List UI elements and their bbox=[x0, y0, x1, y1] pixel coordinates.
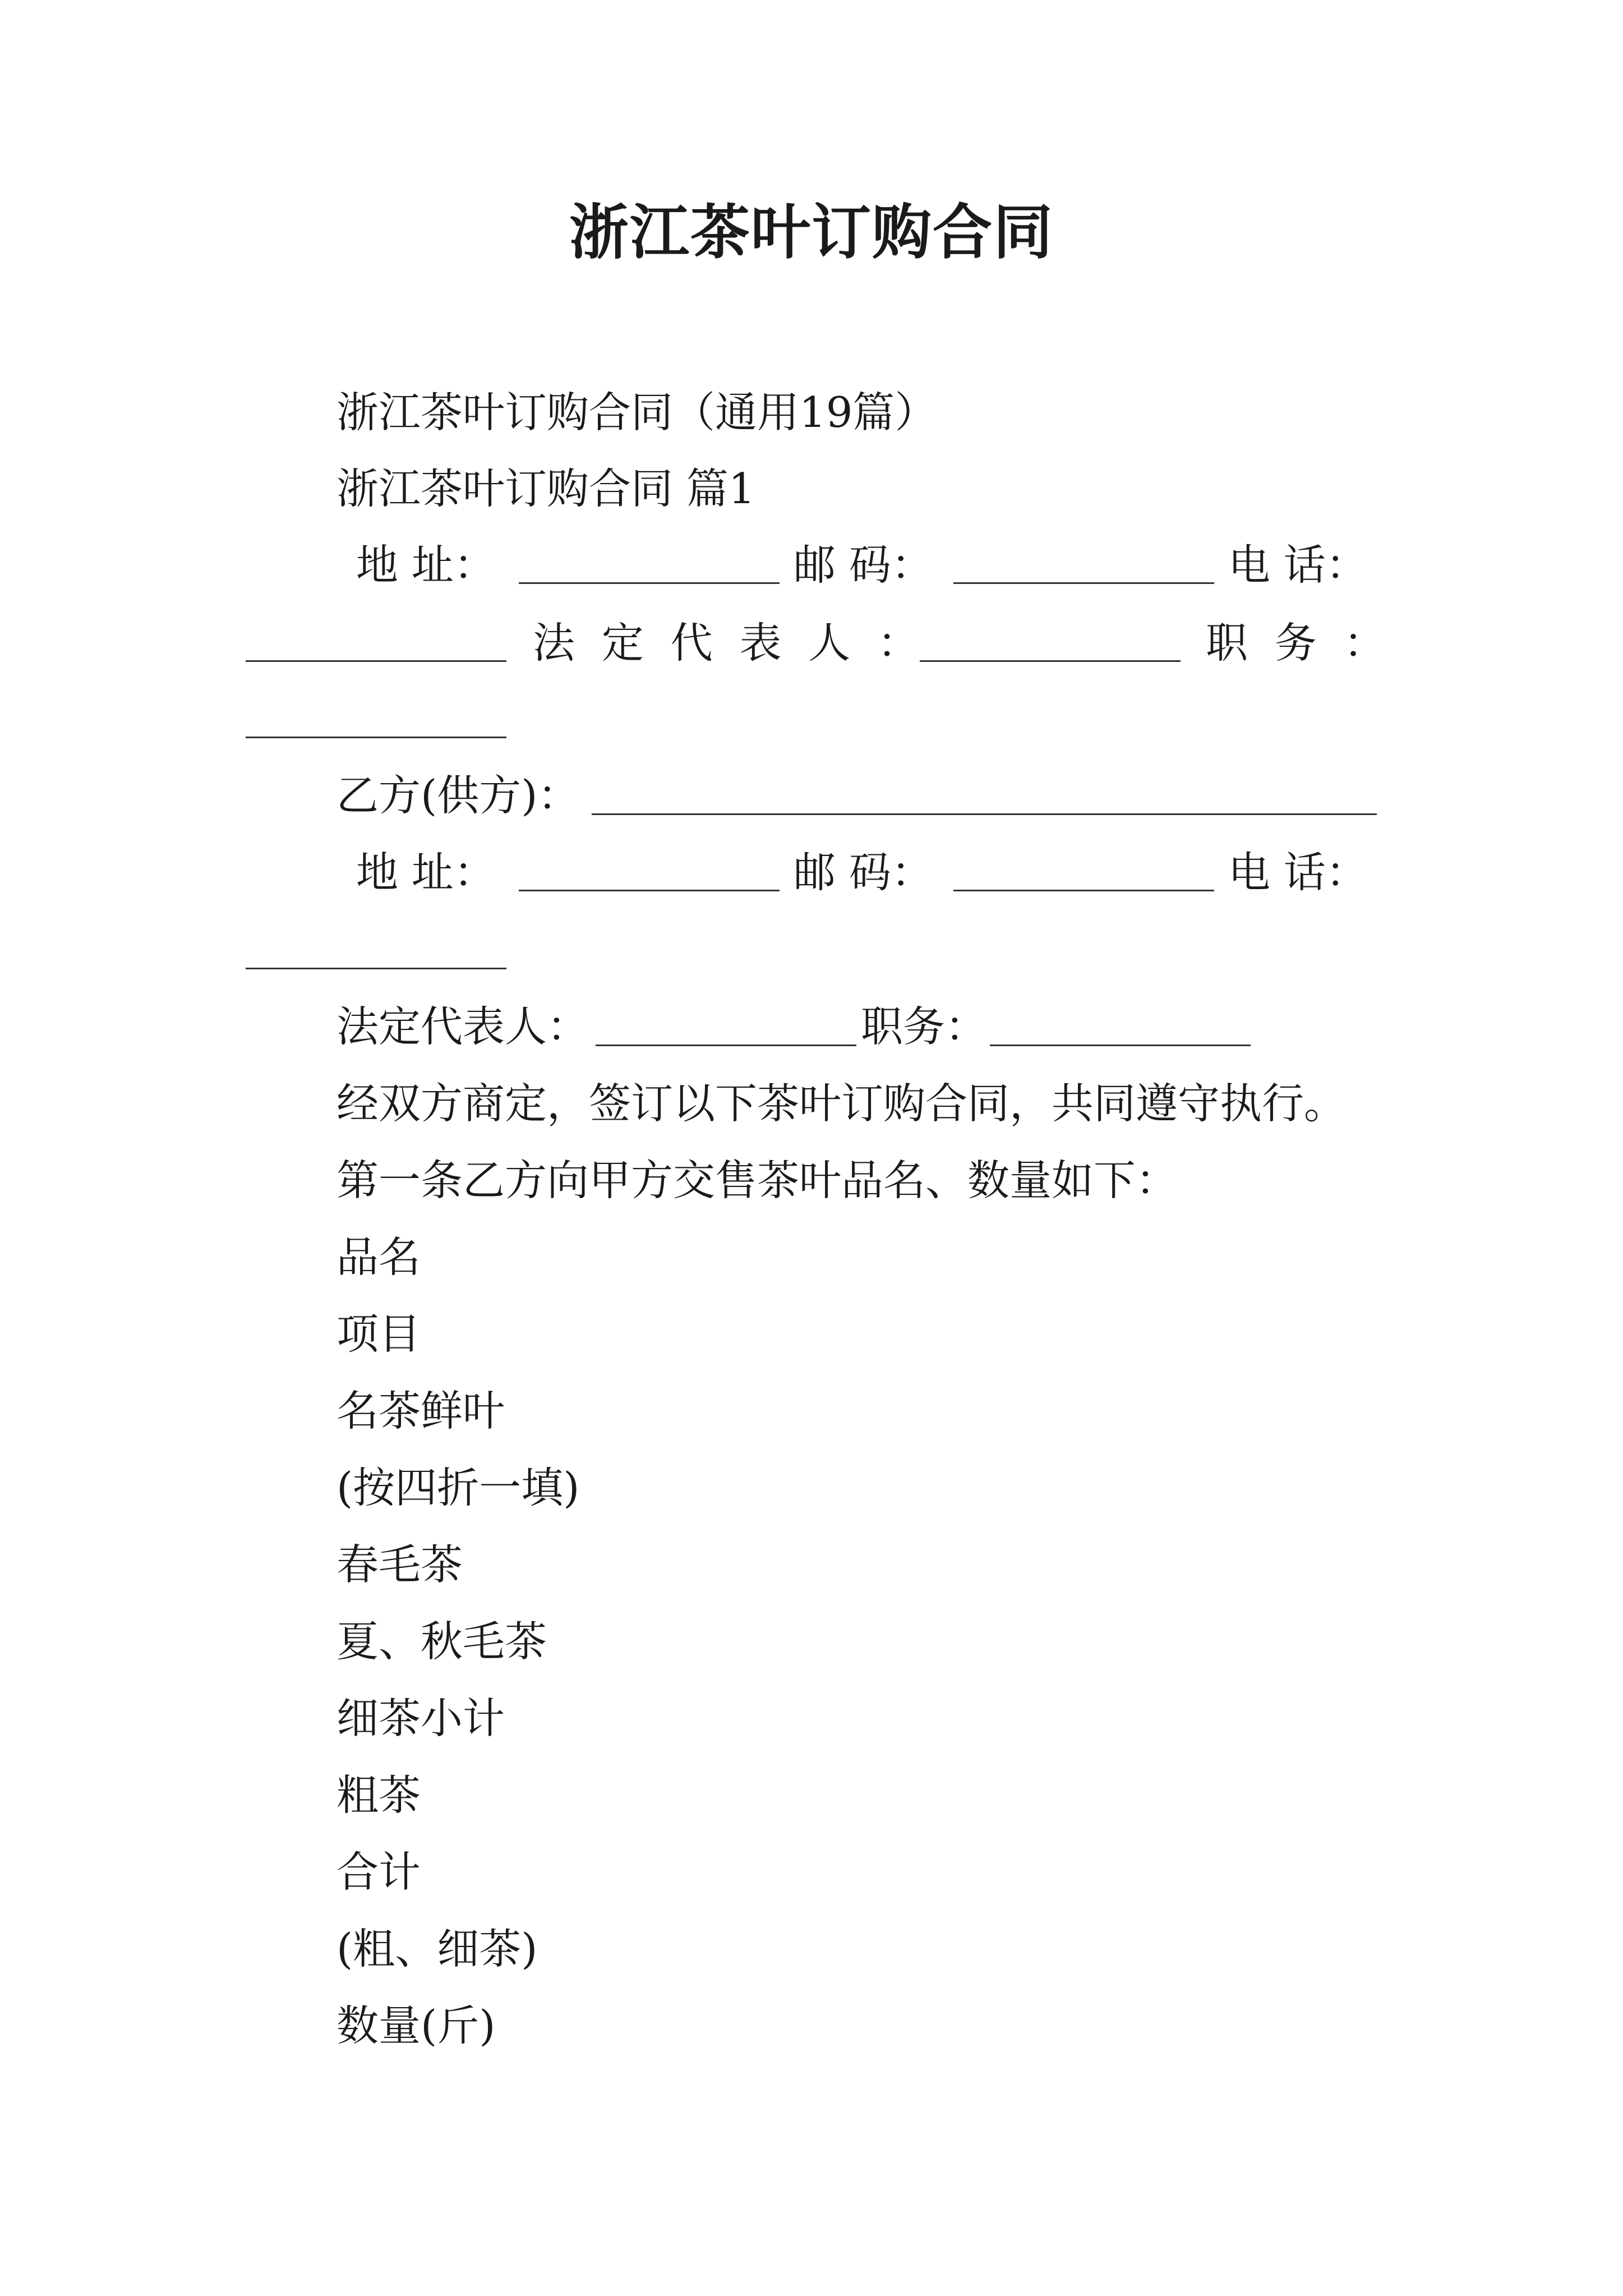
list-item: 合计 bbox=[336, 1847, 421, 1897]
document-title: 浙江茶叶订购合同 bbox=[569, 197, 1054, 267]
party-b-phone-label: 电 话： bbox=[1228, 848, 1368, 897]
party-b-position-blank[interactable] bbox=[990, 1045, 1251, 1046]
list-item: (按四折一填) bbox=[336, 1463, 580, 1512]
party-b-address-blank[interactable] bbox=[519, 890, 780, 891]
list-item: 春毛茶 bbox=[336, 1540, 463, 1589]
party-b-phone-blank[interactable] bbox=[246, 968, 506, 969]
party-b-name-blank[interactable] bbox=[592, 813, 1377, 815]
list-item: 细茶小计 bbox=[336, 1694, 505, 1743]
list-item: 品名 bbox=[336, 1232, 421, 1282]
party-a-legal-rep-label: 法 定 代 表 人 ： bbox=[533, 618, 926, 668]
list-item: 夏、秋毛茶 bbox=[336, 1617, 547, 1666]
party-b-position-label: 职务： bbox=[861, 1002, 988, 1051]
party-b-legal-rep-blank[interactable] bbox=[596, 1045, 856, 1046]
party-a-position-label: 职 务 ： bbox=[1206, 618, 1393, 668]
party-b-legal-rep-label: 法定代表人： bbox=[336, 1002, 589, 1051]
party-a-postcode-label: 邮 码： bbox=[794, 540, 933, 590]
party-b-address-label: 地 址： bbox=[356, 848, 496, 897]
list-item: (粗、细茶) bbox=[336, 1924, 538, 1973]
party-a-postcode-blank[interactable] bbox=[953, 582, 1214, 584]
party-b-postcode-blank[interactable] bbox=[953, 890, 1214, 891]
list-item: 名茶鲜叶 bbox=[336, 1386, 505, 1435]
article-one: 第一条乙方向甲方交售茶叶品名、数量如下： bbox=[336, 1156, 1178, 1205]
party-a-address-blank[interactable] bbox=[519, 582, 780, 584]
list-item: 粗茶 bbox=[336, 1770, 421, 1820]
party-a-phone-blank[interactable] bbox=[246, 660, 506, 662]
agreement-paragraph: 经双方商定，签订以下茶叶订购合同，共同遵守执行。 bbox=[336, 1079, 1347, 1128]
party-a-position-blank[interactable] bbox=[246, 737, 506, 738]
list-item: 项目 bbox=[336, 1309, 421, 1359]
party-a-legal-rep-blank[interactable] bbox=[920, 660, 1181, 662]
party-a-address-label: 地 址： bbox=[356, 540, 496, 590]
section-heading: 浙江茶叶订购合同 篇1 bbox=[336, 464, 755, 513]
party-a-phone-label: 电 话： bbox=[1228, 540, 1368, 590]
party-b-label: 乙方(供方)： bbox=[336, 771, 580, 820]
list-item: 数量(斤) bbox=[336, 2001, 496, 2050]
document-subtitle: 浙江茶叶订购合同（通用19篇） bbox=[336, 388, 937, 437]
party-b-postcode-label: 邮 码： bbox=[794, 848, 933, 897]
